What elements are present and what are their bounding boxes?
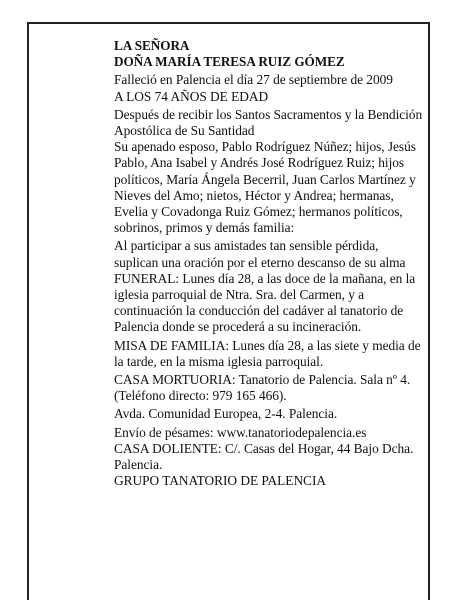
group-name: GRUPO TANATORIO DE PALENCIA <box>114 473 326 489</box>
funeral-home-info: CASA MORTUORIA: Tanatorio de Palencia. Sala nº 4. (Teléfono directo: 979 165 466). <box>114 372 411 404</box>
obituary-notice <box>114 38 424 489</box>
funeral-info: FUNERAL: Lunes día 28, a las doce de la mañana, en la iglesia parroquial de Ntra. Sra. del Carmen, y a continuación la conducción del cadáver al tanatorio de Palencia donde se procederá a su incineración. <box>114 270 416 335</box>
sacraments-text: Después de recibir los Santos Sacramentos y la Bendición Apostólica de Su Santidad <box>114 106 423 139</box>
condolences-line: Envío de pésames: www.tanatoriodepalencia.es <box>114 424 367 440</box>
title-line-1: LA SEÑORA <box>114 38 190 53</box>
family-list: Su apenado esposo, Pablo Rodríguez Núñez; hijos, Jesús Pablo, Ana Isabel y Andrés José Rodríguez Ruiz; hijos políticos, María Ángela Becerril, Juan Carlos Martínez y Nieves del Amo; nietos, Héctor y Andrea; hermanas, Evelia y Covadonga Ruiz Gómez; hermanos políticos, sobrinos, primos y demás familia: <box>114 139 416 236</box>
family-mass-info: MISA DE FAMILIA: Lunes día 28, a las siete y media de la tarde, en la misma iglesia parroquial. <box>114 337 421 369</box>
address-line: Avda. Comunidad Europea, 2-4. Palencia. <box>114 406 338 422</box>
deceased-name: DOÑA MARÍA TERESA RUIZ GÓMEZ <box>114 54 345 70</box>
age-line: A LOS 74 AÑOS DE EDAD <box>114 88 269 104</box>
death-notice: Falleció en Palencia el día 27 de septiembre de 2009 <box>114 72 393 88</box>
mourning-house-info: CASA DOLIENTE: C/. Casas del Hogar, 44 Bajo Dcha. Palencia. <box>114 440 414 473</box>
request-text: Al participar a sus amistades tan sensible pérdida, suplican una oración por el eterno descanso de su alma <box>114 238 406 270</box>
